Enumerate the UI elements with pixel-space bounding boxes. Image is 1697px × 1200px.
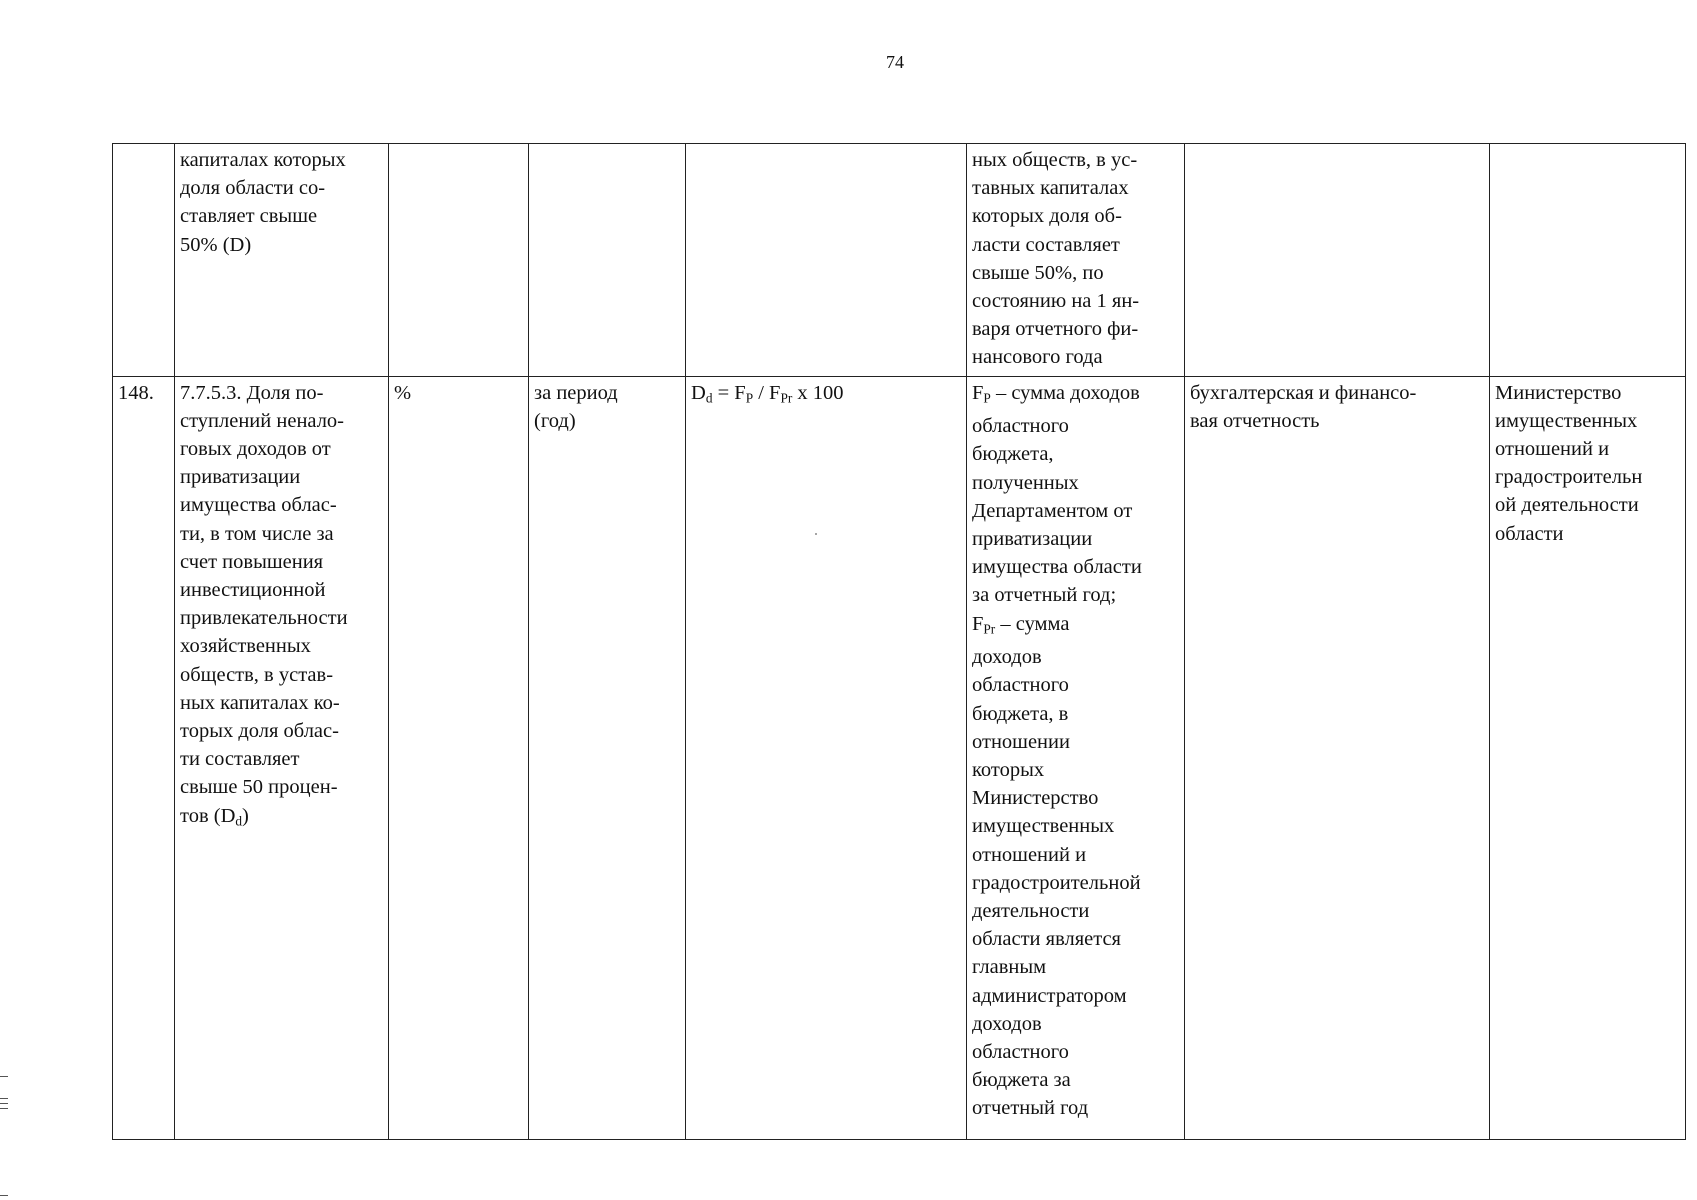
cell-responsible: Министерство имущественных отношений и градостроительн ой деятельности области xyxy=(1490,376,1686,1139)
margin-mark xyxy=(0,1108,8,1109)
cell-source: бухгалтерская и финансо- вая отчетность xyxy=(1185,376,1490,1139)
cell-formula xyxy=(686,144,967,377)
scan-speck xyxy=(815,533,817,535)
cell-indicator: 7.7.5.3. Доля по- ступлений ненало- говых доходов от приватизации имущества облас- ти, в том числе за счет повышения инвестиционной привлекательности хозяйственных обществ, в устав- ных капиталах ко- торых доля облас- ти составляет свыше 50 процен- тов $(D_d)$ xyxy=(175,376,389,1139)
page-number: 74 xyxy=(886,52,904,72)
margin-mark xyxy=(0,1103,8,1104)
cell-formula: $D_d = F_P / F_{Pr}$ x 100 xyxy=(686,376,967,1139)
table-row-continuation xyxy=(113,144,1686,377)
cell-num: 148. xyxy=(113,376,175,1139)
cell-num xyxy=(113,144,175,377)
cell-source xyxy=(1185,144,1490,377)
table-row-148 xyxy=(113,376,1686,1139)
margin-mark xyxy=(0,1076,8,1077)
cell-unit xyxy=(389,144,529,377)
margin-mark xyxy=(0,1098,8,1099)
cell-period xyxy=(529,144,686,377)
cell-unit: % xyxy=(389,376,529,1139)
cell-components: ных обществ, в ус- тавных капиталах которых доля об- ласти составляет свыше 50%, по состоянию на 1 ян- варя отчетного фи- нансового года xyxy=(967,144,1185,377)
cell-period: за период (год) xyxy=(529,376,686,1139)
cell-responsible xyxy=(1490,144,1686,377)
indicators-table xyxy=(112,143,1686,1140)
margin-mark xyxy=(0,1195,8,1196)
cell-indicator: капиталах которых доля области со- ставляет свыше 50% (D) xyxy=(175,144,389,377)
cell-components: $F_P$ – сумма доходов областного бюджета, полученных Департаментом от приватизации имущества области за отчетный год; $F_{Pr}$ – сумма доходов областного бюджета, в отношении которых Министерство имущественных отношений и градостроительной деятельности области является главным администратором доходов областного бюджета за отчетный год xyxy=(967,376,1185,1139)
